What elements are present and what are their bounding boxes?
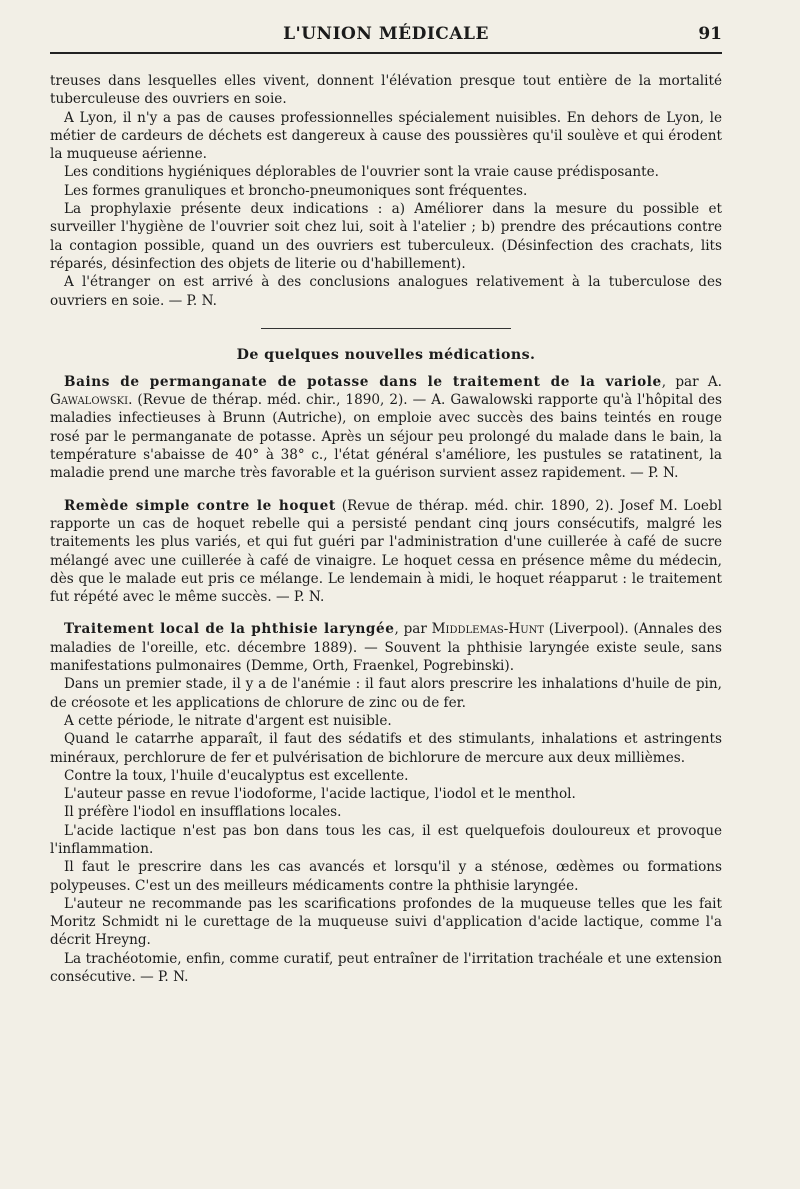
article-3-paragraph-4: Quand le catarrhe apparaît, il faut des sédatifs et des stimulants, inhalations et astringents minéraux, perchlorure de fer et pulvérisation de bichlorure de mercure aux deux millièmes.	[50, 731, 722, 766]
article-1-text: — A. Gawalowski rapporte qu'à l'hôpital des maladies infectieuses à Brunn (Autriche), on emploie avec succès des bains teintés en rouge rosé par le permanganate de potasse. Après un séjour peu prolongé du malade dans le bain, la température s'abaisse de 40° à 38° c., l'état général s'améliore, les pustules se ratatinent, la maladie prend une marche très favorable et la guérison survient assez rapidement. — P. N.	[50, 392, 722, 482]
article-gap	[50, 606, 722, 620]
intro-paragraph-6: A l'étranger on est arrivé à des conclusions analogues relativement à la tuberculose des ouvriers en soie. — P. N.	[50, 274, 722, 309]
article-1-by: , par	[661, 373, 708, 390]
article-3-paragraph-1	[50, 620, 722, 675]
article-3-by: , par	[394, 621, 432, 638]
article-1-author: A. Gawalowski	[50, 373, 722, 409]
article-3-paragraph-7: Il préfère l'iodol en insufflations locales.	[64, 804, 342, 821]
article-3-paragraph-3: A cette période, le nitrate d'argent est nuisible.	[64, 712, 392, 729]
section-separator	[261, 328, 511, 329]
intro-paragraph-2: A Lyon, il n'y a pas de causes professionnelles spécialement nuisibles. En dehors de Lyon, le métier de cardeurs de déchets est dangereux à cause des poussières qu'il soulève et qui érodent la muqueuse aérienne.	[50, 109, 722, 163]
article-2-text: Josef M. Loebl rapporte un cas de hoquet rebelle qui a persisté pendant cinq jours consécutifs, malgré les traitements les plus variés, et qui fut guéri par l'administration d'une cuillerée à café de sucre mélangé avec une cuillerée à café de vinaigre. Le hoquet cessa en présence même du médecin, dès que le malade eut pris ce mélange. Le lendemain à midi, le hoquet réapparut : le traitement fut répété avec le même succès. — P. N.	[50, 497, 722, 606]
header-rule	[50, 52, 722, 54]
article-1-source: . (Revue de thérap. méd. chir., 1890, 2).	[128, 392, 408, 409]
article-3-paragraph-2: Dans un premier stade, il y a de l'anémie : il faut alors prescrire les inhalations d'huile de pin, de créosote et les applications de chlorure de zinc ou de fer.	[50, 676, 722, 711]
article-3-paragraph-10: L'auteur ne recommande pas les scarifications profondes de la muqueuse telles que les fait Moritz Schmidt ni le curettage de la muqueuse suivi d'application d'acide lactique, comme l'a décrit Hreyng.	[50, 895, 722, 949]
intro-paragraph-3: Les conditions hygiéniques déplorables de l'ouvrier sont la vraie cause prédisposante.	[64, 164, 660, 181]
article-3-paragraph-6: L'auteur passe en revue l'iodoforme, l'acide lactique, l'iodol et le menthol.	[64, 786, 576, 803]
article-3-paragraph-11: La trachéotomie, enfin, comme curatif, peut entraîner de l'irritation trachéale et une extension consécutive. — P. N.	[50, 950, 722, 986]
article-3-paragraph-5: Contre la toux, l'huile d'eucalyptus est excellente.	[64, 767, 409, 784]
intro-paragraph-1: treuses dans lesquelles elles vivent, donnent l'élévation presque tout entière de la mortalité tuberculeuse des ouvriers en soie.	[50, 73, 722, 108]
page-body	[50, 72, 722, 986]
article-1-title: Bains de permanganate de potasse dans le traitement de la variole	[64, 373, 662, 390]
journal-page	[50, 18, 722, 1178]
article-3-source: (Liverpool). (Annales des maladies de l'oreille, etc. décembre 1889).	[50, 621, 722, 656]
intro-paragraph-5: La prophylaxie présente deux indications : a) Améliorer dans la mesure du possible et surveiller l'hygiène de l'ouvrier soit chez lui, soit à l'atelier ; b) prendre des précautions contre la contagion possible, quand un des ouvriers est tuberculeux. (Désinfection des crachats, lits réparés, désinfection des objets de literie ou d'habillement).	[50, 201, 722, 272]
article-1-paragraph	[50, 373, 722, 483]
section-title: De quelques nouvelles médications.	[236, 346, 536, 363]
article-3-text: — Souvent la phthisie laryngée existe seule, sans manifestations pulmonaires (Demme, Orth, Fraenkel, Pogrebinski).	[50, 639, 722, 675]
article-2-paragraph	[50, 497, 722, 607]
running-title: L'UNION MÉDICALE	[283, 24, 489, 44]
article-2-title: Remède simple contre le hoquet	[64, 497, 336, 514]
article-3-title: Traitement local de la phthisie laryngée	[64, 621, 395, 638]
intro-paragraph-4: Les formes granuliques et broncho-pneumoniques sont fréquentes.	[64, 182, 528, 199]
article-3-paragraph-8: L'acide lactique n'est pas bon dans tous les cas, il est quelquefois douloureux et provoque l'inflammation.	[50, 822, 722, 857]
article-2-source: (Revue de thérap. méd. chir. 1890, 2).	[335, 497, 614, 514]
article-gap	[50, 483, 722, 497]
page-header	[50, 18, 722, 52]
article-3-paragraph-9: Il faut le prescrire dans les cas avancés et lorsqu'il y a sténose, œdèmes ou formations polypeuses. C'est un des meilleurs médicaments contre la phthisie laryngée.	[50, 859, 722, 894]
page-number: 91	[698, 24, 722, 44]
article-3-author: Middlemas-Hunt	[431, 621, 545, 638]
